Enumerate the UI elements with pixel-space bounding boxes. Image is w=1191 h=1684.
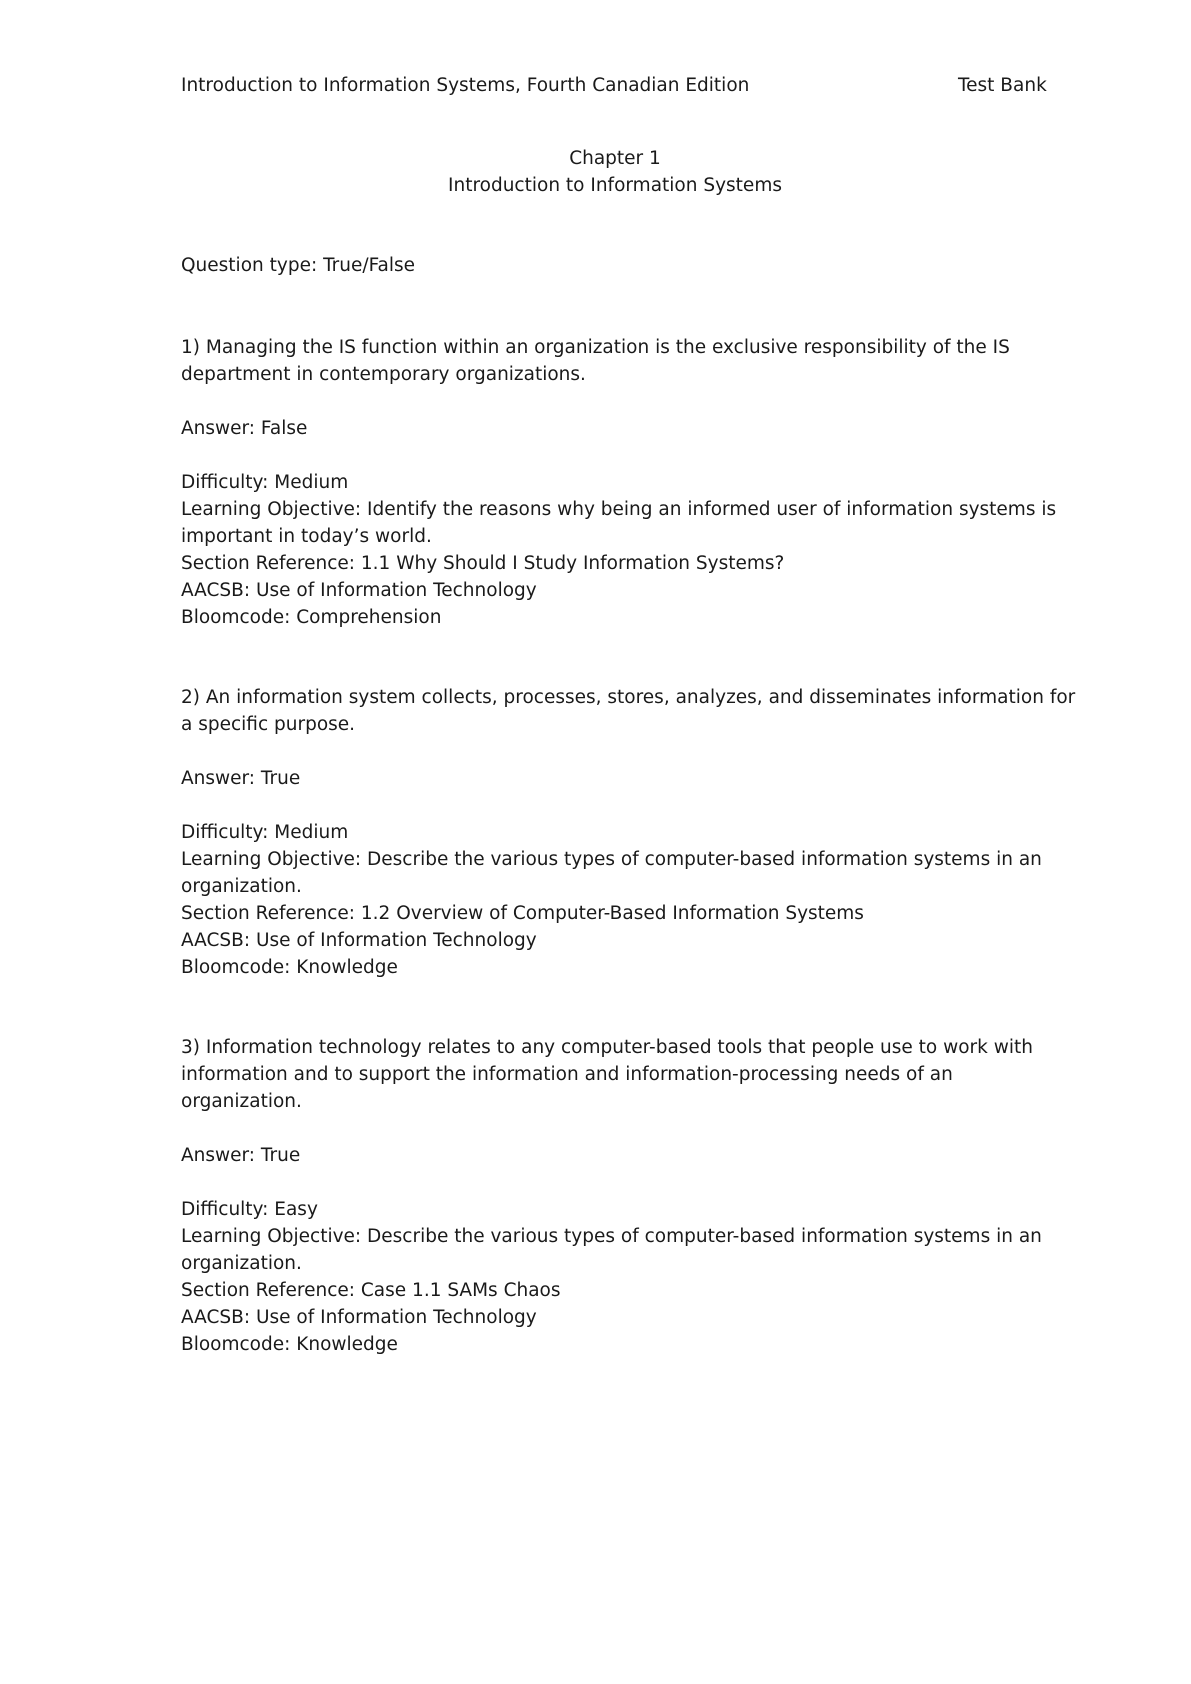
learning-objective-line: organization. bbox=[181, 1253, 302, 1274]
question-text-line: organization. bbox=[181, 1091, 302, 1112]
learning-objective-line: Learning Objective: Identify the reasons why being an informed user of information systems is bbox=[181, 499, 1057, 520]
aacsb: AACSB: Use of Information Technology bbox=[181, 1307, 537, 1328]
section-reference: Section Reference: 1.2 Overview of Computer-Based Information Systems bbox=[181, 903, 864, 924]
aacsb: AACSB: Use of Information Technology bbox=[181, 580, 537, 601]
section-reference: Section Reference: 1.1 Why Should I Study Information Systems? bbox=[181, 553, 785, 574]
question-block bbox=[181, 1034, 1061, 1358]
question-block bbox=[181, 684, 1076, 981]
question-text-line: 3) Information technology relates to any computer-based tools that people use to work with bbox=[181, 1037, 1034, 1058]
header-test-bank-label: Test Bank bbox=[958, 75, 1047, 96]
question-text-line: department in contemporary organizations. bbox=[181, 364, 586, 385]
difficulty: Difficulty: Medium bbox=[181, 472, 349, 493]
question-block bbox=[181, 334, 1061, 631]
learning-objective-line: important in today’s world. bbox=[181, 526, 432, 547]
bloomcode: Bloomcode: Comprehension bbox=[181, 607, 442, 628]
aacsb: AACSB: Use of Information Technology bbox=[181, 930, 537, 951]
question-text-line: information and to support the information and information-processing needs of an bbox=[181, 1064, 953, 1085]
difficulty: Difficulty: Easy bbox=[181, 1199, 318, 1220]
learning-objective-line: Learning Objective: Describe the various types of computer-based information systems in an bbox=[181, 849, 1042, 870]
chapter-title-block bbox=[181, 145, 1049, 199]
question-text-line: 1) Managing the IS function within an organization is the exclusive responsibility of the IS bbox=[181, 337, 1010, 358]
difficulty: Difficulty: Medium bbox=[181, 822, 349, 843]
question-text-line: 2) An information system collects, processes, stores, analyzes, and disseminates information for bbox=[181, 687, 1076, 708]
question-text-line: a specific purpose. bbox=[181, 714, 356, 735]
question-type-label: Question type: True/False bbox=[181, 255, 416, 276]
answer: Answer: True bbox=[181, 1145, 301, 1166]
answer: Answer: False bbox=[181, 418, 308, 439]
chapter-number: Chapter 1 bbox=[569, 148, 661, 169]
header-book-title: Introduction to Information Systems, Fourth Canadian Edition bbox=[181, 75, 750, 96]
answer: Answer: True bbox=[181, 768, 301, 789]
bloomcode: Bloomcode: Knowledge bbox=[181, 1334, 398, 1355]
bloomcode: Bloomcode: Knowledge bbox=[181, 957, 398, 978]
learning-objective-line: organization. bbox=[181, 876, 302, 897]
section-reference: Section Reference: Case 1.1 SAMs Chaos bbox=[181, 1280, 561, 1301]
chapter-name: Introduction to Information Systems bbox=[448, 175, 782, 196]
learning-objective-line: Learning Objective: Describe the various types of computer-based information systems in an bbox=[181, 1226, 1042, 1247]
